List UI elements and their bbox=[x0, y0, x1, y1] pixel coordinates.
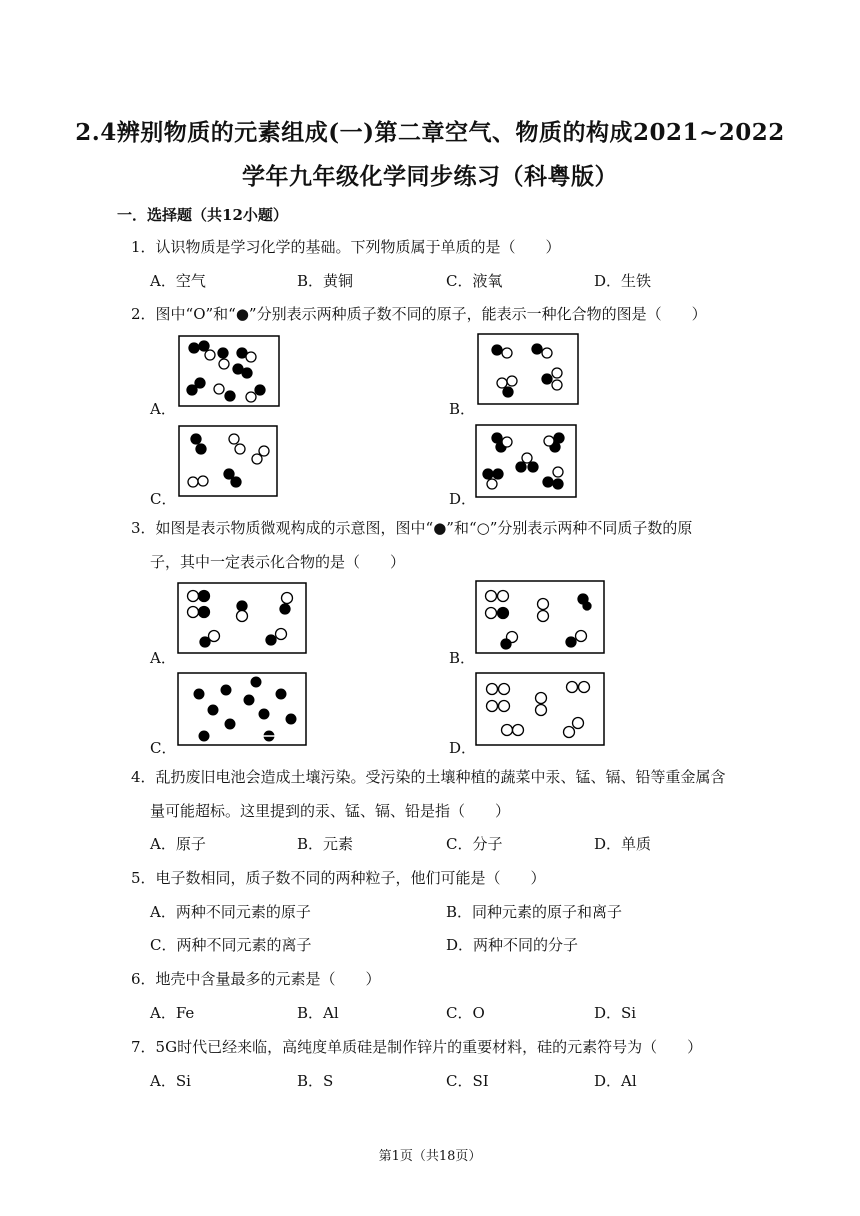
q3-figure-b bbox=[475, 580, 605, 654]
question-5-stem: 5．电子数相同，质子数不同的两种粒子，他们可能是（ ） bbox=[131, 869, 546, 887]
page-footer: 第1页（共18页） bbox=[378, 1149, 482, 1164]
q2-figure-d bbox=[475, 424, 577, 498]
q3-figure-c bbox=[177, 672, 307, 746]
question-6-stem: 6．地壳中含量最多的元素是（ ） bbox=[131, 970, 381, 988]
q2-option-b: B． bbox=[449, 400, 476, 418]
q6-option-b: B．Al bbox=[297, 1004, 339, 1022]
section-heading: 一．选择题（共12小题） bbox=[117, 206, 288, 224]
title-line-1: 2.4辨别物质的元素组成(一)第二章空气、物质的构成2021~2022 bbox=[75, 119, 785, 146]
q6-option-a: A．Fe bbox=[150, 1004, 195, 1022]
question-1-stem: 1．认识物质是学习化学的基础。下列物质属于单质的是（ ） bbox=[131, 238, 561, 256]
q3-figure-a bbox=[177, 582, 307, 654]
q1-option-a: A．空气 bbox=[150, 272, 206, 290]
question-4-stem-2: 量可能超标。这里提到的汞、锰、镉、铅是指（ ） bbox=[150, 802, 511, 820]
q4-option-b: B．元素 bbox=[297, 835, 354, 853]
q4-option-c: C．分子 bbox=[446, 835, 503, 853]
q1-option-b: B．黄铜 bbox=[297, 272, 354, 290]
q1-option-d: D．生铁 bbox=[594, 272, 652, 290]
q2-figure-b bbox=[477, 333, 579, 405]
q5-option-d: D．两种不同的分子 bbox=[446, 936, 579, 954]
question-7-stem: 7．5G时代已经来临，高纯度单质硅是制作锌片的重要材料，硅的元素符号为（ ） bbox=[131, 1038, 703, 1056]
question-3-stem-1: 3．如图是表示物质微观构成的示意图，图中“●”和“○”分别表示两种不同质子数的原 bbox=[131, 519, 693, 537]
q3-option-c: C． bbox=[150, 739, 177, 757]
q4-option-d: D．单质 bbox=[594, 835, 652, 853]
q3-figure-d bbox=[475, 672, 605, 746]
q4-option-a: A．原子 bbox=[150, 835, 206, 853]
q5-option-a: A．两种不同元素的原子 bbox=[150, 903, 311, 921]
q7-option-d: D．Al bbox=[594, 1072, 637, 1090]
q2-option-c: C． bbox=[150, 490, 177, 508]
question-4-stem-1: 4．乱扔废旧电池会造成土壤污染。受污染的土壤种植的蔬菜中汞、锰、镉、铅等重金属含 bbox=[131, 768, 726, 786]
q2-figure-a bbox=[178, 335, 280, 407]
question-3-stem-2: 子，其中一定表示化合物的是（ ） bbox=[150, 553, 406, 571]
q5-option-b: B．同种元素的原子和离子 bbox=[446, 903, 623, 921]
title-line-2: 学年九年级化学同步练习（科粤版） bbox=[242, 163, 618, 190]
q3-option-b: B． bbox=[449, 649, 476, 667]
q6-option-d: D．Si bbox=[594, 1004, 637, 1022]
q6-option-c: C．O bbox=[446, 1004, 485, 1022]
q2-option-a: A． bbox=[150, 400, 176, 418]
question-2-stem: 2．图中“O”和“●”分别表示两种质子数不同的原子，能表示一种化合物的图是（ ） bbox=[131, 305, 707, 323]
q3-option-a: A． bbox=[150, 649, 176, 667]
q1-option-c: C．液氧 bbox=[446, 272, 503, 290]
q5-option-c: C．两种不同元素的离子 bbox=[150, 936, 312, 954]
q2-figure-c bbox=[178, 425, 278, 497]
q2-option-d: D． bbox=[449, 490, 477, 508]
q7-option-b: B．S bbox=[297, 1072, 334, 1090]
q3-option-d: D． bbox=[449, 739, 477, 757]
q7-option-c: C．SI bbox=[446, 1072, 489, 1090]
q7-option-a: A．Si bbox=[150, 1072, 191, 1090]
